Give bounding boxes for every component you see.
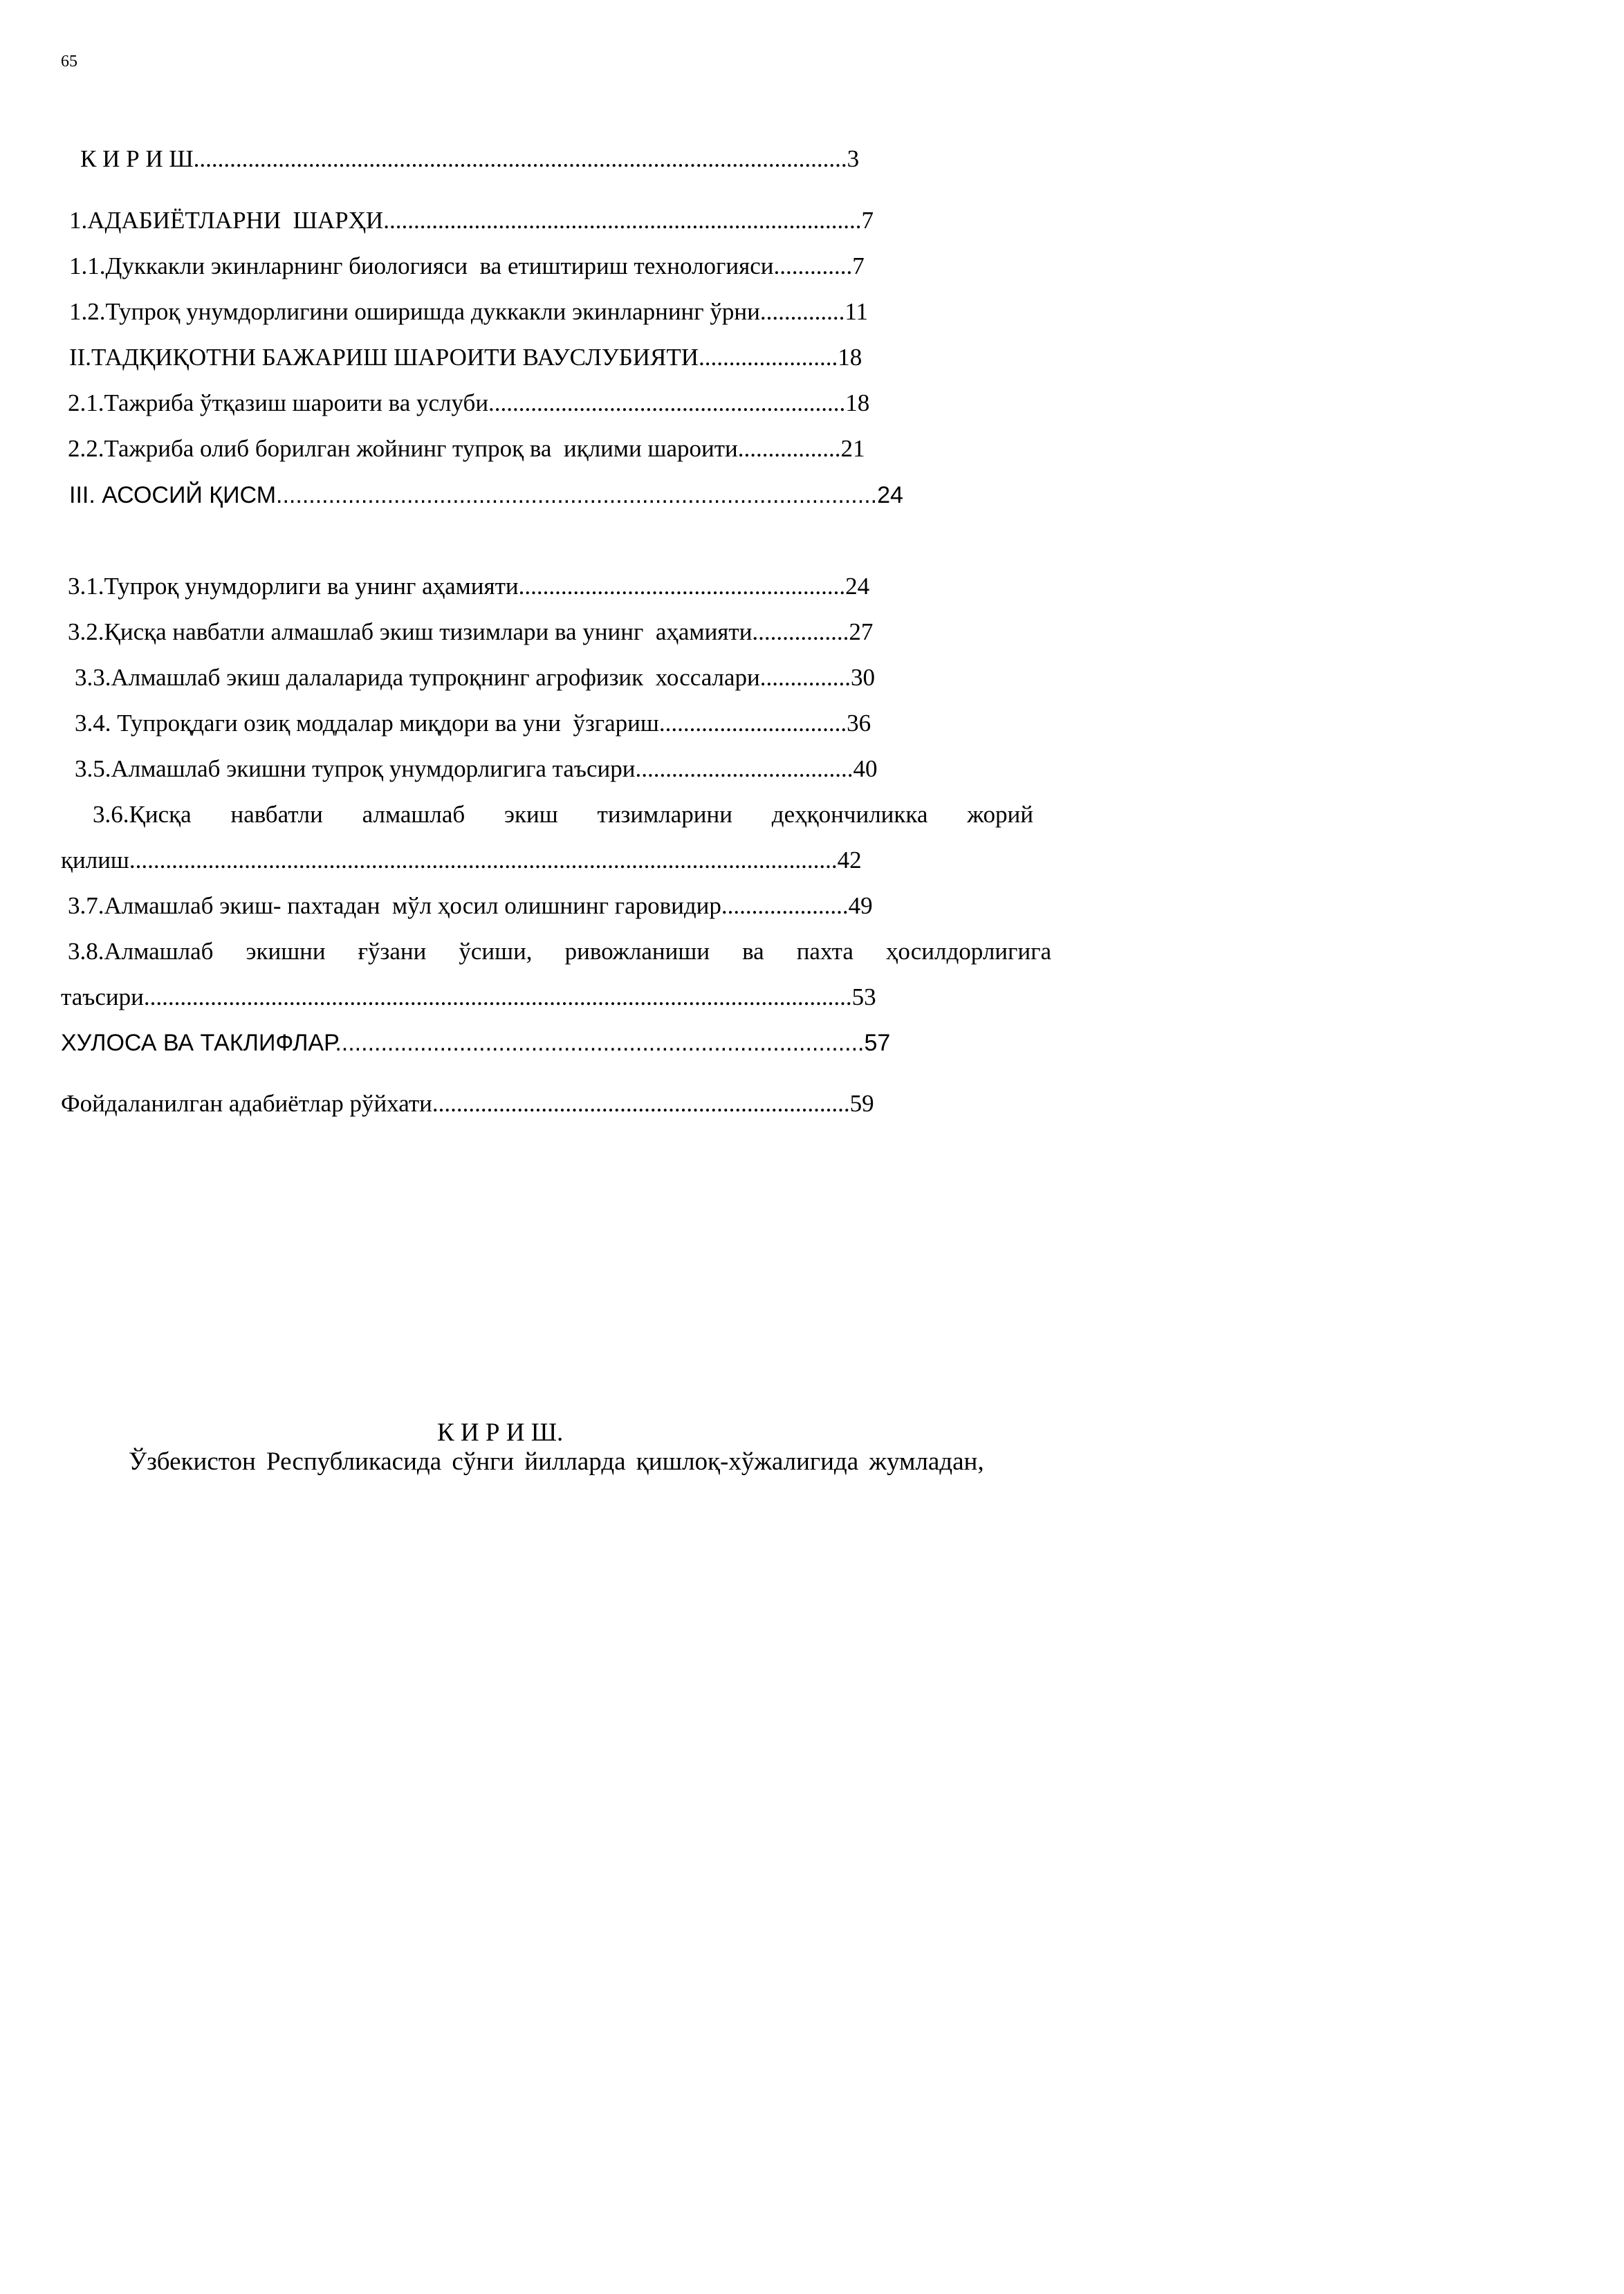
toc-entry-3-8-line-1: 3.8.Алмашлаб экишни ғўзани ўсиши, ривожланиши ва пахта ҳосилдорлигига — [68, 938, 1051, 965]
section-title: К И Р И Ш. — [437, 1418, 564, 1447]
toc-entry-3-3: 3.3.Алмашлаб экиш далаларида тупроқнинг агрофизик хоссалари...............30 — [75, 664, 876, 691]
body-paragraph: Ўзбекистон Республикасида сўнги йилларда қишлоқ-хўжалигида жумладан, — [129, 1447, 984, 1476]
toc-entry-3-2: 3.2.Қисқа навбатли алмашлаб экиш тизимлари ва унинг аҳамияти................27 — [68, 618, 874, 645]
toc-entry-chapter-1: 1.АДАБИЁТЛАРНИ ШАРҲИ...............................................................................7 — [69, 207, 874, 234]
toc-entry-3-1: 3.1.Тупроқ унумдорлиги ва унинг аҳамияти......................................................24 — [68, 573, 870, 600]
toc-entry-conclusions: ХУЛОСА ВА ТАКЛИФЛАР.................................................................................57 — [61, 1030, 891, 1056]
page-number: 65 — [61, 53, 77, 71]
toc-entry-3-6-line-1: 3.6.Қисқа навбатли алмашлаб экиш тизимларини деҳқончиликка жорий — [93, 801, 1033, 828]
toc-entry-1-2: 1.2.Тупроқ унумдорлигини оширишда дуккакли экинларнинг ўрни..............11 — [69, 298, 869, 325]
toc-entry-references: Фойдаланилган адабиётлар рўйхати.....................................................................59 — [61, 1090, 874, 1117]
toc-entry-chapter-3: III. АСОСИЙ ҚИСМ............................................................................................24 — [69, 482, 903, 508]
toc-entry-2-2: 2.2.Тажриба олиб борилган жойнинг тупроқ ва иқлими шароити.................21 — [68, 435, 865, 462]
toc-entry-3-5: 3.5.Алмашлаб экишни тупроқ унумдорлигига таъсири....................................40 — [75, 755, 878, 782]
toc-entry-1-1: 1.1.Дуккакли экинларнинг биологияси ва етиштириш технологияси.............7 — [69, 252, 865, 279]
toc-entry-3-6-line-2: қилиш.....................................................................................................................42 — [61, 847, 862, 873]
toc-entry-3-7: 3.7.Алмашлаб экиш- пахтадан мўл ҳосил олишнинг гаровидир.....................49 — [68, 892, 873, 919]
toc-entry-introduction: К И Р И Ш............................................................................................................3 — [80, 145, 860, 172]
toc-entry-3-8-line-2: таъсири.....................................................................................................................53 — [61, 983, 876, 1010]
toc-entry-chapter-2: II.ТАДҚИҚОТНИ БАЖАРИШ ШАРОИТИ ВАУСЛУБИЯТИ.......................18 — [69, 344, 862, 371]
toc-entry-2-1: 2.1.Тажриба ўтқазиш шароити ва услуби...........................................................18 — [68, 389, 870, 416]
toc-entry-3-4: 3.4. Тупроқдаги озиқ моддалар миқдори ва уни ўзгариш...............................36 — [75, 710, 871, 737]
